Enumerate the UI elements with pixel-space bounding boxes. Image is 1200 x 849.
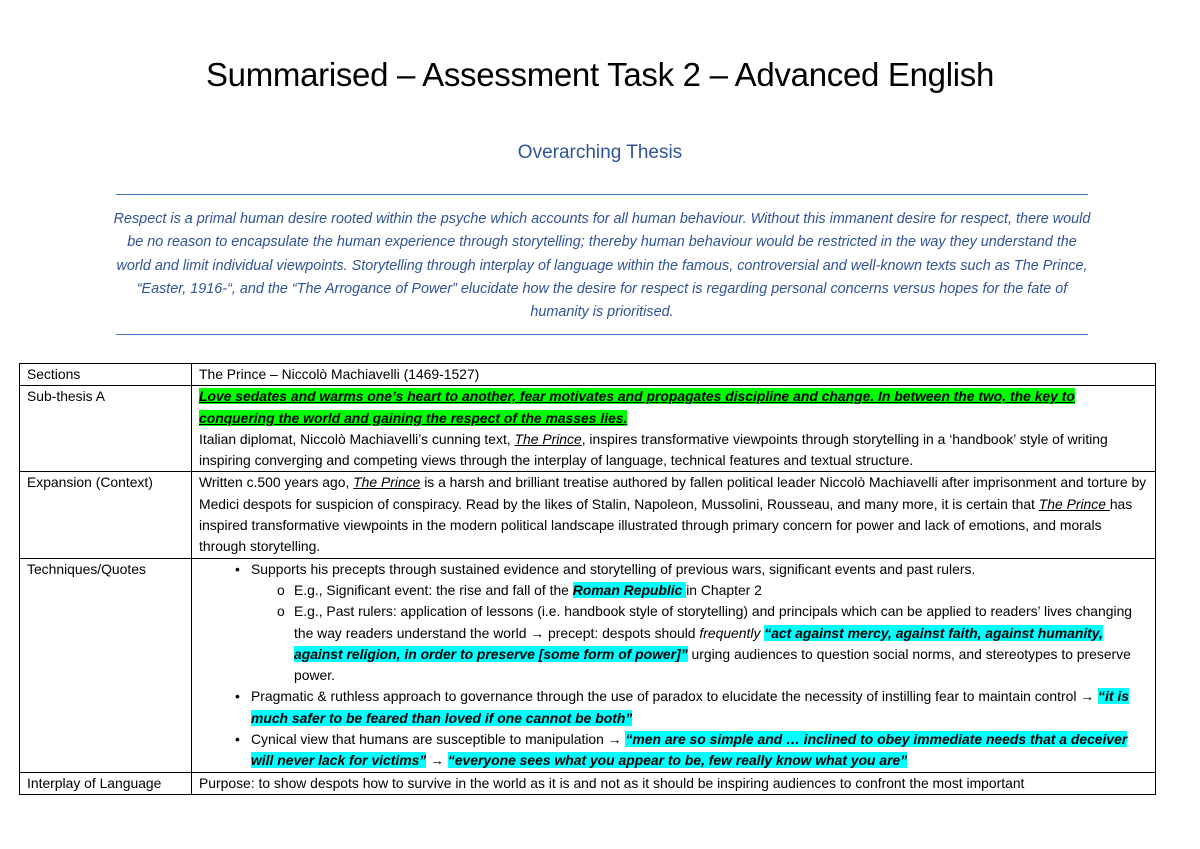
technique-b2-highlight: “it is much safer to be feared than loved if one cannot be both” [251,688,1129,726]
technique-b3a: Cynical view that humans are susceptible to manipulation → [251,731,626,748]
cell-techniques [192,558,1156,772]
summary-table [19,363,1156,795]
technique-s2-highlight: “act against mercy, against faith, against humanity, against religion, in order to preserve [some form of power]” [294,624,1103,662]
list-item [199,601,1151,686]
technique-s2a: E.g., Past rulers: application of lessons (i.e. handbook style of storytelling) and principals which can be applied to readers’ lives changing the way readers understand the world → precept: despots should [294,603,1133,641]
table-row-header [20,364,1156,386]
expansion-title1: The Prince [353,474,421,491]
expansion-t3: has inspired transformative viewpoints in the modern political landscape illustrated through primary concern for power and lack of emotions, and morals through storytelling. [199,495,1133,555]
techniques-list [199,559,1151,772]
technique-b3b: → [426,752,448,769]
cell-text-title: The Prince – Niccolò Machiavelli (1469-1527) [192,364,1156,386]
table-row-subthesis [20,386,1156,472]
technique-s1b: in Chapter 2 [686,581,762,598]
technique-b3-highlight2: “everyone sees what you appear to be, few really know what you are” [447,752,908,769]
cell-expansion-label: Expansion (Context) [20,472,192,558]
list-item [199,559,1151,580]
subthesis-highlight: Love sedates and warms one’s heart to another, fear motivates and propagates discipline and change. In between the two, the key to conquering the world and gaining the respect of the masses lies. [199,388,1075,426]
list-item [199,686,1151,729]
technique-s1-highlight: Roman Republic [572,581,687,598]
page-title: Summarised – Assessment Task 2 – Advanced English [205,56,995,93]
table-row-interplay [20,772,1156,794]
divider-top [116,194,1088,195]
technique-s2-em: frequently [699,624,765,641]
table-row-expansion [20,472,1156,558]
cell-techniques-label: Techniques/Quotes [20,558,192,772]
technique-b2a: Pragmatic & ruthless approach to governance through the use of paradox to elucidate the necessity of instilling fear to maintain control → [251,688,1099,705]
technique-b1: Supports his precepts through sustained evidence and storytelling of previous wars, significant events and past rulers. [251,560,976,577]
cell-expansion [192,472,1156,558]
list-item [199,580,1151,601]
expansion-title2: The Prince [1038,495,1110,512]
expansion-t1: Written c.500 years ago, [199,474,354,491]
technique-s2b: urging audiences to question social norms, and stereotypes to preserve power. [294,645,1131,684]
cell-sections-label: Sections [20,364,192,386]
cell-subthesis [192,386,1156,472]
table-row-techniques [20,558,1156,772]
divider-bottom [116,334,1088,335]
section-heading: Overarching Thesis [517,142,683,163]
subthesis-text-title: The Prince [514,430,582,447]
cell-subthesis-label: Sub-thesis A [20,386,192,472]
cell-interplay-label: Interplay of Language [20,772,192,794]
subthesis-text-b: , inspires transformative viewpoints through storytelling in a ‘handbook’ style of writing inspiring converging and competing views through the interplay of language, technical features and textual structure. [199,430,1108,469]
subthesis-text-a: Italian diplomat, Niccolò Machiavelli’s cunning text, [199,430,515,447]
list-item [199,729,1151,772]
technique-b3-highlight1: “men are so simple and … inclined to obey immediate needs that a deceiver will never lack for victims” [251,731,1128,769]
technique-s1a: E.g., Significant event: the rise and fall of the [294,581,573,598]
thesis-paragraph: Respect is a primal human desire rooted within the psyche which accounts for all human behaviour. Without this immanent desire for respect, there would be no reason to encapsulate the human experience through storytelling; thereby human behaviour would be restricted in the way they understand the world and limit individual viewpoints. Storytelling through interplay of language within the famous, controversial and well-known texts such as The Prince, “Easter, 1916-“, and the “The Arrogance of Power” elucidate how the desire for respect is regarding personal concerns versus hopes for the fate of humanity is prioritised. [113,211,1091,321]
cell-interplay: Purpose: to show despots how to survive in the world as it is and not as it should be inspiring audiences to confront the most important [192,772,1156,794]
expansion-t2: is a harsh and brilliant treatise authored by fallen political leader Niccolò Machiavelli after imprisonment and torture by Medici despots for suspicion of conspiracy. Read by the likes of Stalin, Napoleon, Mussolini, Rousseau, and many more, it is certain that [199,474,1147,512]
